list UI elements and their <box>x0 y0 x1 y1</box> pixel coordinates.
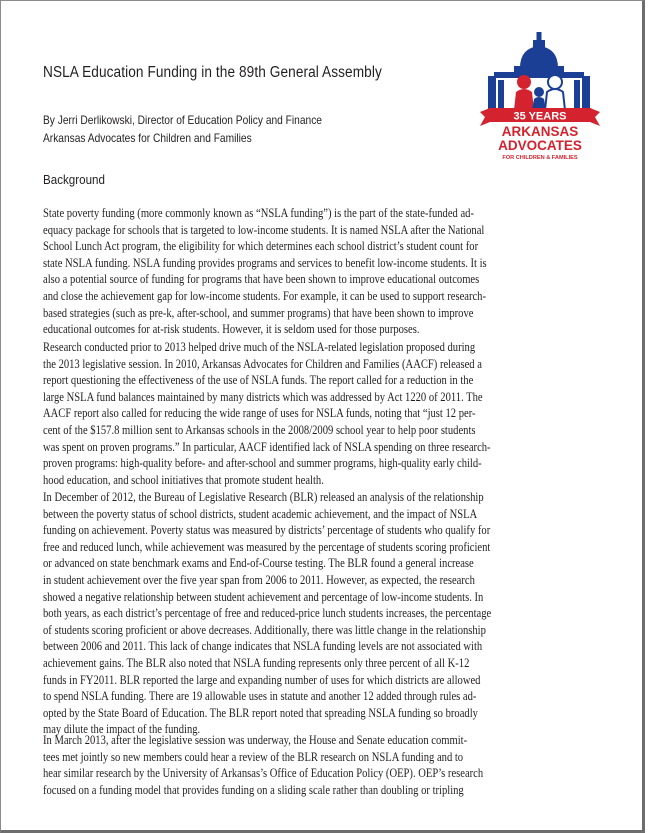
paragraph-line: equacy package for schools that is targeted to low-income students. It is named NSLA after the National <box>43 222 485 237</box>
paragraph-line: state NSLA funding. NSLA funding provides programs and services to benefit low-income students. It is <box>43 255 487 270</box>
paragraph-line: In March 2013, after the legislative session was underway, the House and Senate education commit- <box>43 733 468 747</box>
logo-tagline: FOR CHILDREN & FAMILIES <box>502 155 578 161</box>
paragraph-line: to spend NSLA funding. There are 19 allowable uses in statute and another 12 added through rules ad- <box>43 689 477 704</box>
paragraph-line: proven programs: high-quality before- and after-school and summer programs, high-quality early child- <box>43 456 482 471</box>
paragraph-line: funds in FY2011. BLR reported the large and expanding number of uses for which districts are allowed <box>43 672 481 687</box>
dome-cap <box>520 46 558 68</box>
paragraph-line: hood education, and school initiatives that promote student health. <box>43 472 324 487</box>
banner-tail-right <box>590 108 600 126</box>
paragraph-line: also a potential source of funding for programs that have been shown to improve educational outcomes <box>43 272 480 287</box>
paragraph-line: report questioning the effectiveness of the use of NSLA funds. The report called for a reduction in the <box>43 373 474 388</box>
document-title: NSLA Education Funding in the 89th General Assembly <box>43 64 382 81</box>
paragraph-line: was spent on proven programs.” In particular, AACF identified lack of NSLA spending on three research- <box>43 439 491 454</box>
paragraph-line: hear similar research by the University of Arkansas’s Office of Education Policy (OEP). OEP’s research <box>43 766 484 781</box>
paragraph-line: may dilute the impact of the funding. <box>43 722 201 737</box>
paragraph-line: educational outcomes for at-risk students. However, it is seldom used for those purposes. <box>43 322 420 337</box>
paragraph-line: based strategies (such as pre-k, after-school, and summer programs) that have been shown to improve <box>43 305 474 320</box>
paragraph-1 <box>43 205 649 338</box>
adult-left-body <box>514 89 534 110</box>
family-figures-icon <box>514 75 565 110</box>
paragraph-line: and close the achievement gap for low-income students. For example, it can be used to support research- <box>43 288 486 303</box>
dome-base <box>514 66 564 73</box>
paragraph-line: of students scoring proficient or above decreases. Additionally, there was little change in the relationship <box>43 622 486 637</box>
paragraph-line: between 2006 and 2011. This lack of change indicates that NSLA funding levels are not associated with <box>43 639 483 654</box>
byline-organization: Arkansas Advocates for Children and Families <box>43 132 252 145</box>
paragraph-line: free and reduced lunch, while achievement was measured by the percentage of students scoring proficient <box>43 539 491 554</box>
paragraph-line: focused on a funding model that provides funding on a sliding scale rather than doubling or tripling <box>43 782 464 797</box>
paragraph-line: State poverty funding (more commonly known as “NSLA funding”) is the part of the state-funded ad- <box>43 206 474 220</box>
paragraph-line: In December of 2012, the Bureau of Legislative Research (BLR) released an analysis of the relationship <box>43 490 484 504</box>
adult-left-head <box>517 75 531 89</box>
paragraph-line: funding on achievement. Poverty status was measured by districts’ percentage of students who qualify for <box>43 523 491 538</box>
logo-name-line2: ADVOCATES <box>498 138 582 153</box>
paragraph-2 <box>43 339 649 488</box>
paragraph-line: both years, as each district’s percentage of free and reduced-price lunch students increases, the percentage <box>43 606 492 621</box>
paragraph-4 <box>43 732 649 798</box>
capitol-dome-icon <box>514 32 564 73</box>
byline-author: By Jerri Derlikowski, Director of Education Policy and Finance <box>43 114 322 127</box>
paragraph-line: achievement gains. The BLR also noted that NSLA funding represents only three percent of all K-12 <box>43 655 470 670</box>
paragraph-line: showed a negative relationship between student achievement and percentage of low-income students. In <box>43 589 484 604</box>
paragraph-line: Research conducted prior to 2013 helped drive much of the NSLA-related legislation proposed during <box>43 340 476 354</box>
logo-name-line1: ARKANSAS <box>501 124 579 139</box>
paragraph-line: large NSLA fund balances maintained by many districts which was addressed by Act 1220 of 2011. The <box>43 389 483 404</box>
paragraph-line: opted by the State Board of Education. The BLR report noted that spreading NSLA funding so broadly <box>43 705 478 720</box>
aacf-logo <box>480 28 600 164</box>
paragraph-3 <box>43 489 649 738</box>
paragraph-line: between the poverty status of school districts, student academic achievement, and the impact of NSLA <box>43 506 478 521</box>
paragraph-line: cent of the $157.8 million sent to Arkansas schools in the 2008/2009 school year to help poor students <box>43 422 476 437</box>
paragraph-line: in student achievement over the five year span from 2006 to 2011. However, as expected, the research <box>43 572 475 587</box>
paragraph-line: the 2013 legislative session. In 2010, Arkansas Advocates for Children and Families (AACF) released a <box>43 356 482 371</box>
paragraph-line: or advanced on state benchmark exams and End-of-Course testing. The BLR found a general increase <box>43 556 474 571</box>
adult-right-body <box>545 89 565 110</box>
section-heading-background: Background <box>43 172 105 187</box>
child-head <box>534 87 544 97</box>
banner-tail-left <box>480 108 490 126</box>
paragraph-line: AACF report also called for reducing the wide range of uses for NSLA funds, noting that “just 12 per- <box>43 406 476 421</box>
paragraph-line: tees met jointly so new members could hear a review of the BLR research on NSLA funding and to <box>43 749 464 764</box>
adult-right-head <box>548 75 562 89</box>
paragraph-line: School Lunch Act program, the eligibility for which determines each school district’s student count for <box>43 239 479 254</box>
banner-text: 35 YEARS <box>513 110 567 123</box>
